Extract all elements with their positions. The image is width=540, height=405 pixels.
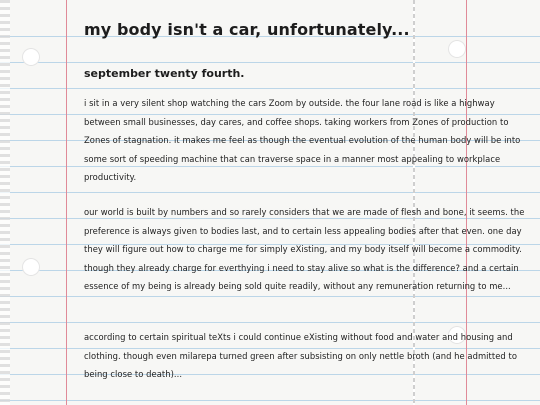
entry-date: september twenty fourth. (84, 67, 245, 80)
binder-hole (448, 40, 466, 58)
torn-edge-left (0, 0, 10, 405)
binder-hole (22, 48, 40, 66)
paragraph: our world is built by numbers and so rarely considers that we are made of flesh and bone, it seems. the preference is always given to bodies last, and to certain less appealing bodies after that even. one day they will figure out how to charge me for simply eXisting, and my body itself will become a commodity. though they already charge for everthying i need to stay alive so what is the difference? and a certain essence of my being is already being sold quite readily, without any remuneration returning to me... (84, 207, 525, 291)
margin-line-left (66, 0, 67, 405)
entry-title: my body isn't a car, unfortunately... (84, 20, 410, 39)
paragraph: i sit in a very silent shop watching the cars Zoom by outside. the four lane road is like a highway between small businesses, day cares, and coffee shops. taking workers from Zones of production to Zones of stagnation. it makes me feel as though the eventual evolution of the human body will be into some sort of speeding machine that can traverse space in a manner most appealing to workplace productivity. (84, 98, 521, 182)
paragraph: according to certain spiritual teXts i could continue eXisting without food and water and housing and clothing. though even milarepa turned green after subsisting on only nettle broth (and he admitted to being close to death)... (84, 332, 518, 379)
binder-hole (22, 258, 40, 276)
